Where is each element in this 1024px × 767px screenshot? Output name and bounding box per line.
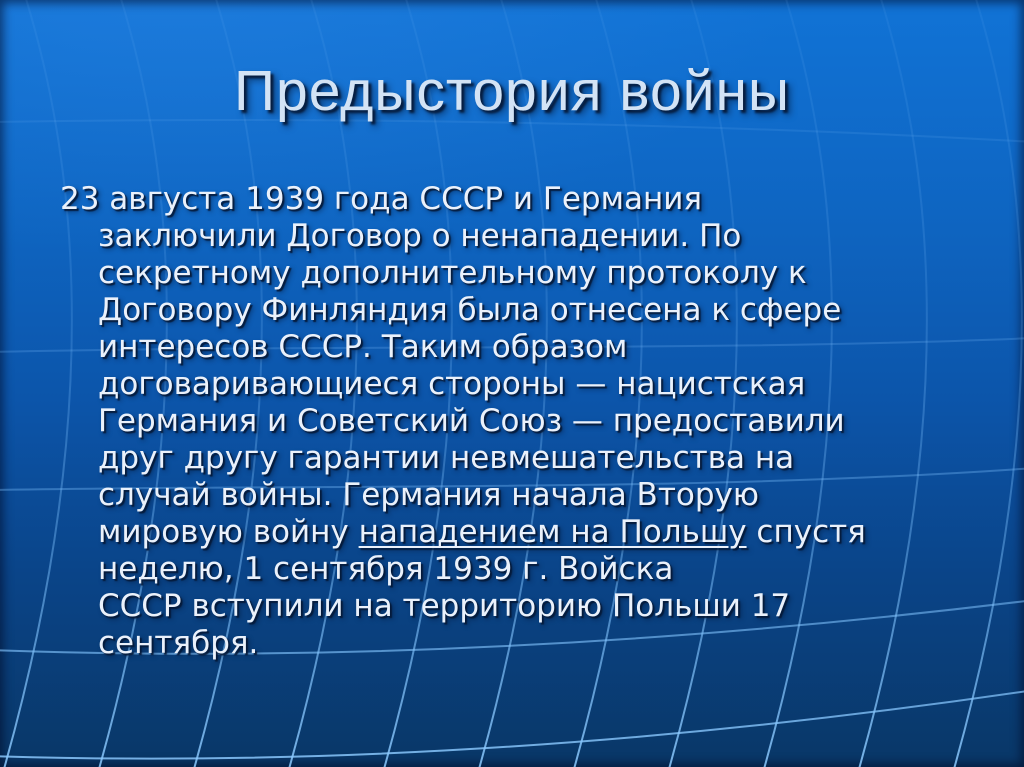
body-line <box>60 625 866 662</box>
attack-on-poland-link[interactable]: нападением на Польшу <box>358 514 747 550</box>
body-line <box>60 588 866 625</box>
body-line <box>60 551 866 588</box>
body-line-text: 23 августа 1939 года СССР и Германия <box>60 181 703 217</box>
body-line <box>60 292 866 329</box>
body-line <box>60 366 866 403</box>
body-line-text: заключили Договор о ненападении. По <box>98 218 742 254</box>
body-line-text: договаривающиеся стороны — нацистская <box>98 366 806 402</box>
body-line-text: мировую войну <box>98 514 359 550</box>
body-line <box>60 514 866 551</box>
body-line-text: сентября. <box>98 625 259 661</box>
body-line-text: Германия и Советский Союз — предоставили <box>98 403 845 439</box>
body-line-text: интересов СССР. Таким образом <box>98 329 628 365</box>
body-line-text: друг другу гарантии невмешательства на <box>98 440 795 476</box>
body-line <box>60 440 866 477</box>
body-line <box>60 477 866 514</box>
slide-title: Предыстория войны <box>234 59 790 123</box>
body-text <box>60 181 866 662</box>
body-line <box>60 255 866 292</box>
body-line <box>60 181 866 218</box>
body-line-text: неделю, 1 сентября 1939 г. Войска <box>98 551 674 587</box>
body-line-text: СССР вступили на территорию Польши 17 <box>98 588 791 624</box>
body-line <box>60 329 866 366</box>
body-line-text: спустя <box>746 514 866 550</box>
body-line-text: случай войны. Германия начала Вторую <box>98 477 759 513</box>
body-line-text: секретному дополнительному протоколу к <box>98 255 807 291</box>
body-line <box>60 218 866 255</box>
body-line <box>60 403 866 440</box>
body-line-text: Договору Финляндия была отнесена к сфере <box>98 292 842 328</box>
